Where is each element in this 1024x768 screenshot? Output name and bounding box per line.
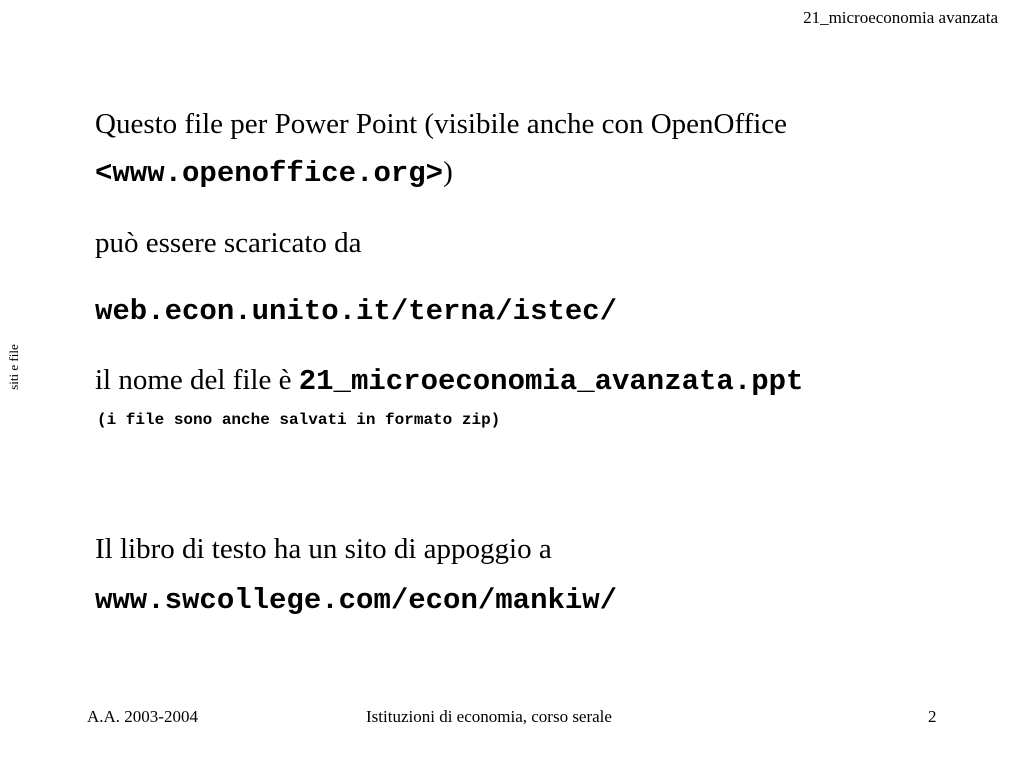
footer-page-number: 2 — [928, 707, 937, 726]
download-url: web.econ.unito.it/terna/istec/ — [95, 295, 618, 328]
openoffice-url: <www.openoffice.org> — [95, 157, 444, 190]
book-text: Il libro di testo ha un sito di appoggio a — [95, 533, 552, 565]
slide-header-title: 21_microeconomia avanzata — [803, 8, 998, 27]
download-text: può essere scaricato da — [95, 227, 362, 259]
intro-text: Questo file per Power Point (visibile anche con OpenOffice — [95, 108, 788, 140]
book-url: www.swcollege.com/econ/mankiw/ — [95, 584, 618, 617]
closing-paren: ) — [443, 156, 453, 188]
openoffice-line — [95, 156, 453, 190]
filename-prefix: il nome del file è — [95, 364, 299, 396]
filename: 21_microeconomia_avanzata.ppt — [298, 365, 804, 398]
zip-note: (i file sono anche salvati in formato zip) — [97, 411, 501, 429]
footer-year: A.A. 2003-2004 — [87, 707, 198, 726]
side-section-label: siti e file — [6, 344, 21, 390]
filename-line — [95, 364, 803, 398]
footer-course: Istituzioni di economia, corso serale — [366, 707, 612, 726]
